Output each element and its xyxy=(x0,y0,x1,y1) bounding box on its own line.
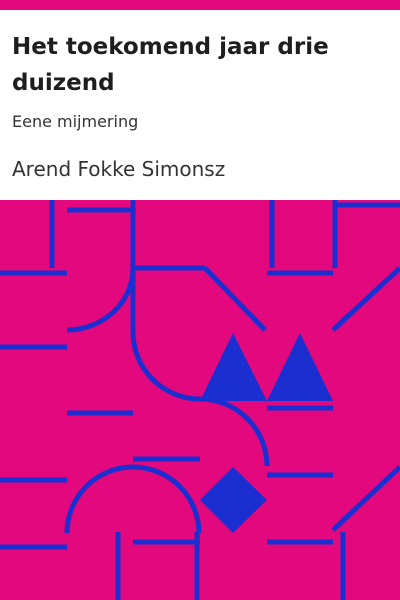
accent-top-bar xyxy=(0,0,400,10)
cover-header xyxy=(0,10,400,200)
decorative-pattern xyxy=(0,200,400,600)
book-author: Arend Fokke Simonsz xyxy=(12,157,226,181)
book-title: Het toekomend jaar drie duizend xyxy=(12,34,329,96)
book-subtitle: Eene mijmering xyxy=(12,112,139,131)
